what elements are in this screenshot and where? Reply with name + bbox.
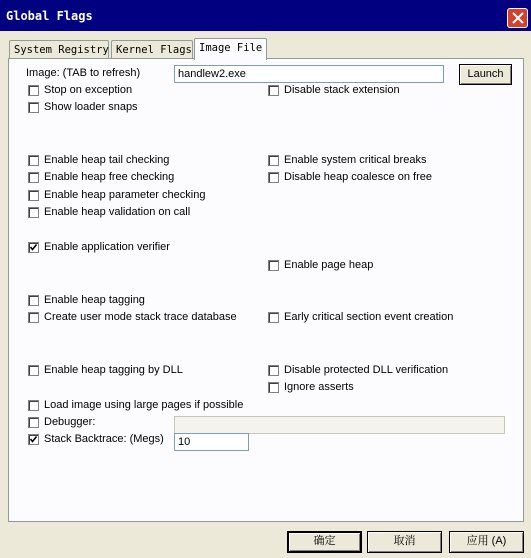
apply-button[interactable]: 应用 (A) bbox=[449, 531, 524, 553]
checkbox-create-user-mode-stack-trace-database[interactable] bbox=[28, 312, 39, 323]
flag-label: Early critical section event creation bbox=[284, 311, 454, 323]
flag-label: Enable heap free checking bbox=[44, 171, 175, 183]
checkbox-show-loader-snaps[interactable] bbox=[28, 102, 39, 113]
tab-system-registry[interactable]: System Registry bbox=[9, 40, 109, 59]
checkbox-enable-heap-parameter-checking[interactable] bbox=[28, 190, 39, 201]
flag-label: Disable heap coalesce on free bbox=[284, 171, 432, 183]
flag-label: Enable system critical breaks bbox=[284, 154, 427, 166]
checkbox-early-critical-section-event-creation[interactable] bbox=[268, 312, 279, 323]
checkbox-enable-heap-validation-on-call[interactable] bbox=[28, 207, 39, 218]
tab-image-file[interactable]: Image File bbox=[194, 38, 267, 60]
flag-label: Enable heap tail checking bbox=[44, 154, 170, 166]
checkbox-enable-application-verifier[interactable] bbox=[28, 242, 39, 253]
flag-label: Load image using large pages if possible bbox=[44, 399, 244, 411]
checkbox-ignore-asserts[interactable] bbox=[268, 382, 279, 393]
tab-kernel-flags[interactable]: Kernel Flags bbox=[111, 40, 193, 59]
flag-label: Stop on exception bbox=[44, 84, 133, 96]
checkbox-disable-heap-coalesce-on-free[interactable] bbox=[268, 172, 279, 183]
checkbox-stack-backtrace-megs[interactable] bbox=[28, 434, 39, 445]
checkbox-debugger[interactable] bbox=[28, 417, 39, 428]
checkbox-enable-heap-free-checking[interactable] bbox=[28, 172, 39, 183]
checkbox-enable-page-heap[interactable] bbox=[268, 260, 279, 271]
checkbox-enable-heap-tagging-by-dll[interactable] bbox=[28, 365, 39, 376]
title-bar[interactable] bbox=[0, 0, 531, 31]
checkbox-stop-on-exception[interactable] bbox=[28, 85, 39, 96]
close-button[interactable] bbox=[507, 8, 528, 28]
flag-label: Debugger: bbox=[44, 416, 96, 428]
ok-button[interactable]: 确定 bbox=[287, 531, 362, 553]
flag-label: Enable heap tagging by DLL bbox=[44, 364, 183, 376]
checkbox-enable-heap-tagging[interactable] bbox=[28, 295, 39, 306]
checkbox-disable-stack-extension[interactable] bbox=[268, 85, 279, 96]
flag-label: Create user mode stack trace database bbox=[44, 311, 237, 323]
checkbox-load-image-using-large-pages-if-possible[interactable] bbox=[28, 400, 39, 411]
checkbox-enable-heap-tail-checking[interactable] bbox=[28, 155, 39, 166]
stack-backtrace-input[interactable]: 10 bbox=[174, 433, 249, 451]
flag-label: Enable heap tagging bbox=[44, 294, 145, 306]
image-file-panel bbox=[8, 58, 524, 522]
flag-label: Show loader snaps bbox=[44, 101, 138, 113]
debugger-input[interactable] bbox=[174, 416, 505, 434]
flag-label: Disable protected DLL verification bbox=[284, 364, 449, 376]
flag-label: Ignore asserts bbox=[284, 381, 354, 393]
checkbox-enable-system-critical-breaks[interactable] bbox=[268, 155, 279, 166]
flag-label: Enable heap parameter checking bbox=[44, 189, 206, 201]
flag-label: Enable heap validation on call bbox=[44, 206, 191, 218]
launch-button[interactable]: Launch bbox=[459, 64, 512, 85]
flag-label: Disable stack extension bbox=[284, 84, 400, 96]
image-name-input[interactable]: handlew2.exe bbox=[174, 65, 444, 83]
flag-label: Stack Backtrace: (Megs) bbox=[44, 433, 164, 445]
image-label: Image: (TAB to refresh) bbox=[26, 67, 141, 79]
flag-label: Enable application verifier bbox=[44, 241, 170, 253]
checkbox-disable-protected-dll-verification[interactable] bbox=[268, 365, 279, 376]
flag-label: Enable page heap bbox=[284, 259, 374, 271]
window-title: Global Flags bbox=[6, 9, 93, 23]
cancel-button[interactable]: 取消 bbox=[367, 531, 442, 553]
